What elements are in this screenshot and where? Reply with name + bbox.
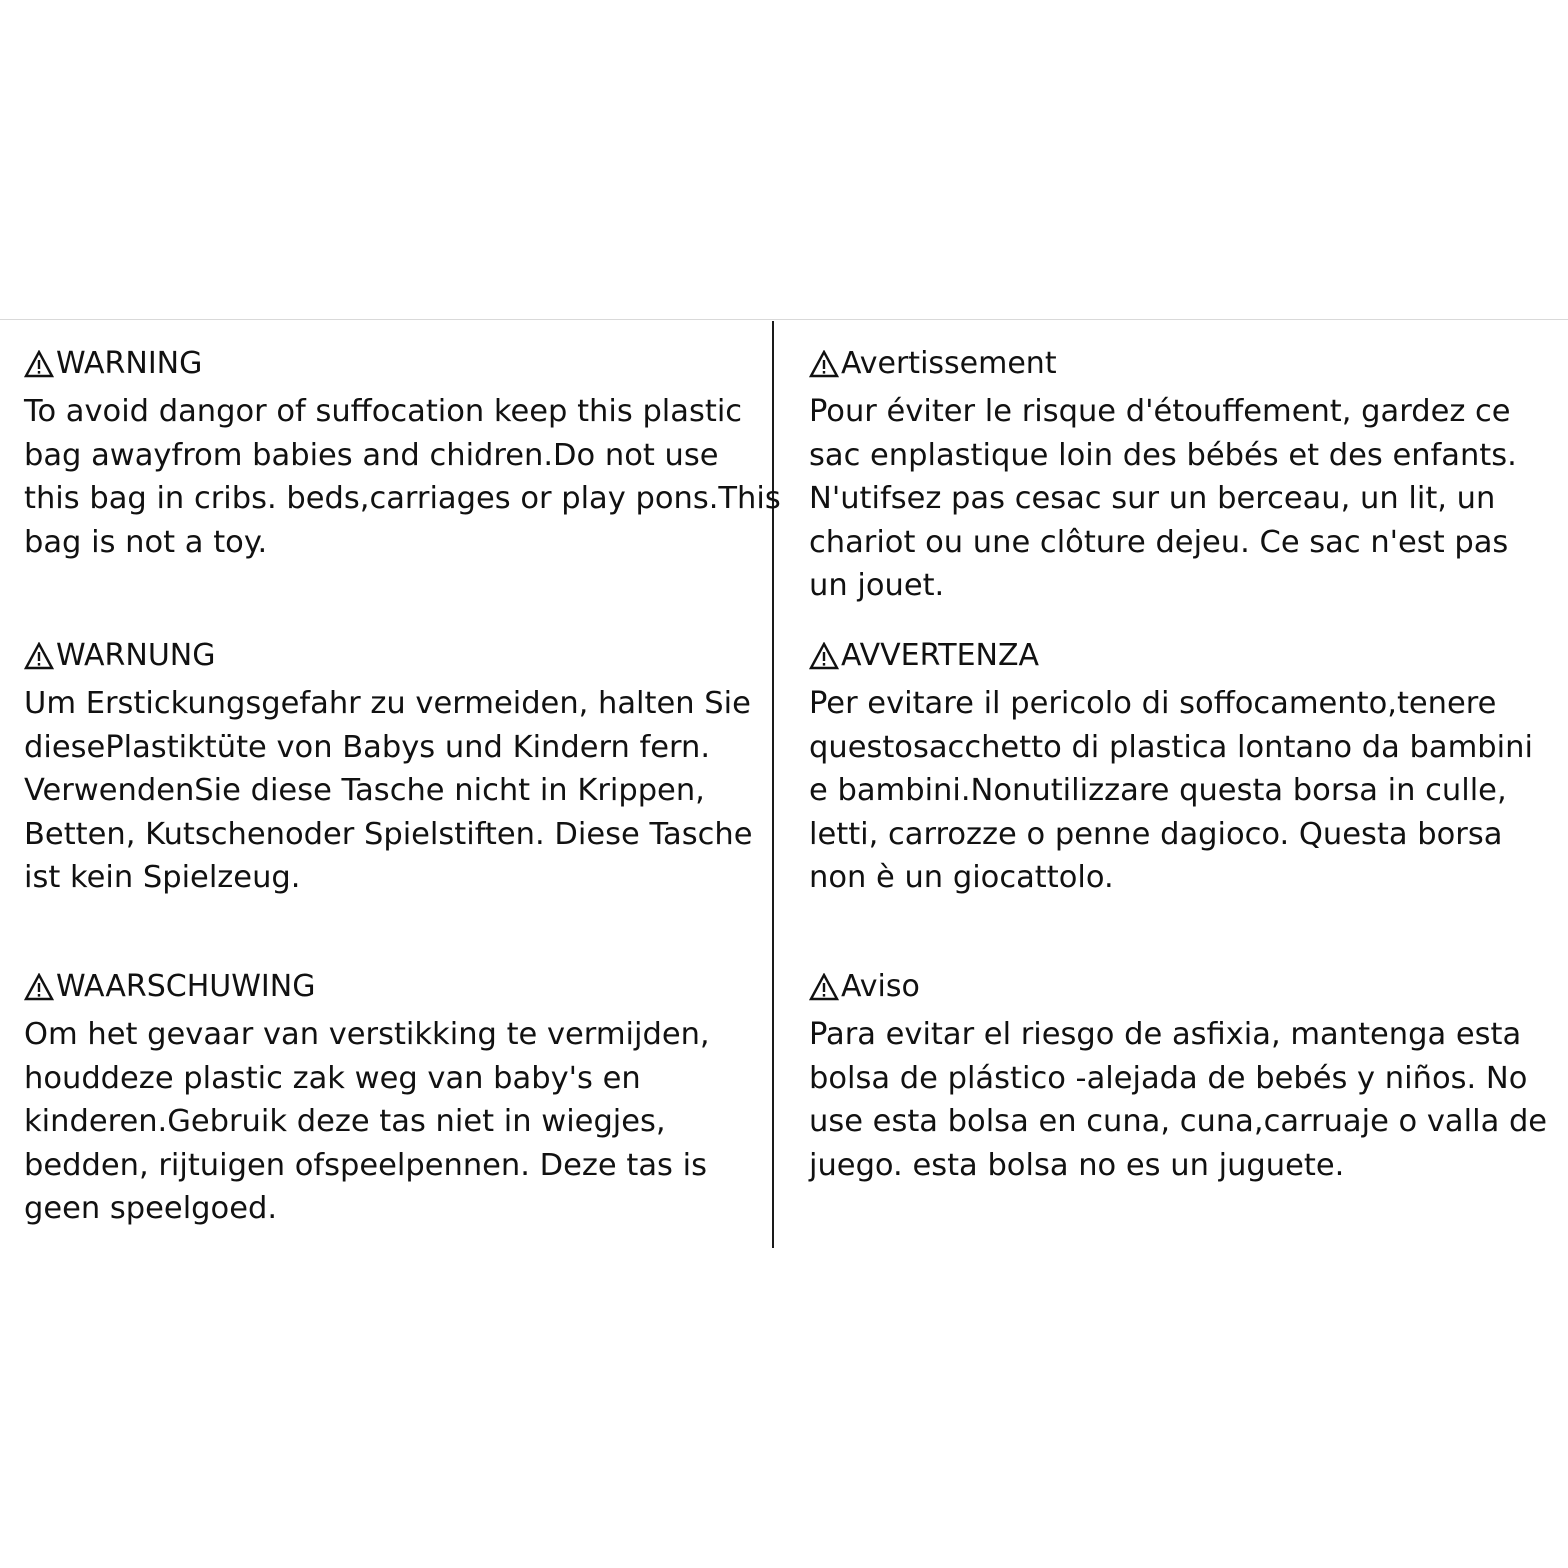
- warning-line: Para evitar el riesgo de asfixia, mantenga esta: [809, 1017, 1522, 1052]
- warning-line: questosacchetto di plastica lontano da bambini: [809, 729, 1533, 765]
- warning-line: use esta bolsa en cuna, cuna,carruaje o valla de: [809, 1104, 1548, 1139]
- warning-line: this bag in cribs. beds,carriages or play pons.This: [24, 481, 781, 516]
- warning-line: houddeze plastic zak weg van baby's en: [24, 1060, 641, 1096]
- warning-block-italian: [809, 638, 1533, 900]
- warning-line: e bambini.Nonutilizzare questa borsa in culle,: [809, 773, 1507, 808]
- warning-line: bag is not a toy.: [24, 524, 268, 560]
- warning-heading-text: WARNUNG: [56, 638, 216, 673]
- warning-triangle-icon: [809, 350, 839, 378]
- warning-body: [809, 1013, 1547, 1187]
- warning-heading: [24, 969, 710, 1005]
- warning-line: Um Erstickungsgefahr zu vermeiden, halten Sie: [24, 686, 751, 721]
- warning-line: bedden, rijtuigen ofspeelpennen. Deze tas is: [24, 1147, 707, 1183]
- warning-line: N'utifsez pas cesac sur un berceau, un lit, un: [809, 481, 1496, 516]
- top-rule: [0, 319, 1568, 320]
- warning-line: geen speelgoed.: [24, 1191, 278, 1226]
- warning-line: kinderen.Gebruik deze tas niet in wiegjes,: [24, 1104, 666, 1139]
- warning-block-dutch: [24, 969, 710, 1231]
- warning-heading-text: Aviso: [841, 969, 920, 1004]
- warning-body: [809, 390, 1517, 608]
- warning-line: un jouet.: [809, 568, 945, 603]
- warning-line: Pour éviter le risque d'étouffement, gardez ce: [809, 394, 1511, 429]
- warning-triangle-icon: [24, 350, 54, 378]
- warning-line: Per evitare il pericolo di soffocamento,tenere: [809, 686, 1497, 721]
- warning-line: Om het gevaar van verstikking te vermijden,: [24, 1017, 710, 1052]
- warning-triangle-icon: [24, 642, 54, 670]
- warning-block-german: [24, 638, 752, 900]
- warning-heading: [809, 969, 1547, 1005]
- warning-line: diesePlastiktüte von Babys und Kindern fern.: [24, 729, 711, 765]
- warning-triangle-icon: [809, 973, 839, 1001]
- warning-body: [809, 682, 1533, 900]
- warning-block-french: [809, 346, 1517, 608]
- warning-line: bag awayfrom babies and chidren.Do not use: [24, 437, 719, 473]
- warning-triangle-icon: [809, 642, 839, 670]
- warning-heading-text: WAARSCHUWING: [56, 969, 316, 1004]
- warning-block-spanish: [809, 969, 1547, 1187]
- warning-heading-text: Avertissement: [841, 346, 1057, 381]
- warning-heading: [24, 638, 752, 674]
- warning-line: Betten, Kutschenoder Spielstiften. Diese Tasche: [24, 816, 753, 852]
- warning-heading: [809, 638, 1533, 674]
- warning-body: [24, 1013, 710, 1231]
- warning-line: VerwendenSie diese Tasche nicht in Krippen,: [24, 773, 705, 808]
- warning-heading: [809, 346, 1517, 382]
- warning-heading-text: AVVERTENZA: [841, 638, 1040, 673]
- warning-line: juego. esta bolsa no es un juguete.: [809, 1147, 1345, 1183]
- warning-line: non è un giocattolo.: [809, 860, 1114, 895]
- warning-triangle-icon: [24, 973, 54, 1001]
- warning-line: ist kein Spielzeug.: [24, 860, 301, 895]
- warning-body: [24, 682, 752, 900]
- warning-body: [24, 390, 781, 564]
- warning-heading-text: WARNING: [56, 346, 203, 381]
- warning-line: letti, carrozze o penne dagioco. Questa borsa: [809, 816, 1503, 852]
- warning-line: chariot ou une clôture dejeu. Ce sac n'est pas: [809, 524, 1509, 560]
- warning-line: bolsa de plástico -alejada de bebés y niños. No: [809, 1060, 1528, 1096]
- warning-block-english: [24, 346, 781, 564]
- warning-line: sac enplastique loin des bébés et des enfants.: [809, 437, 1517, 473]
- warning-heading: [24, 346, 781, 382]
- warning-line: To avoid dangor of suffocation keep this plastic: [24, 394, 743, 429]
